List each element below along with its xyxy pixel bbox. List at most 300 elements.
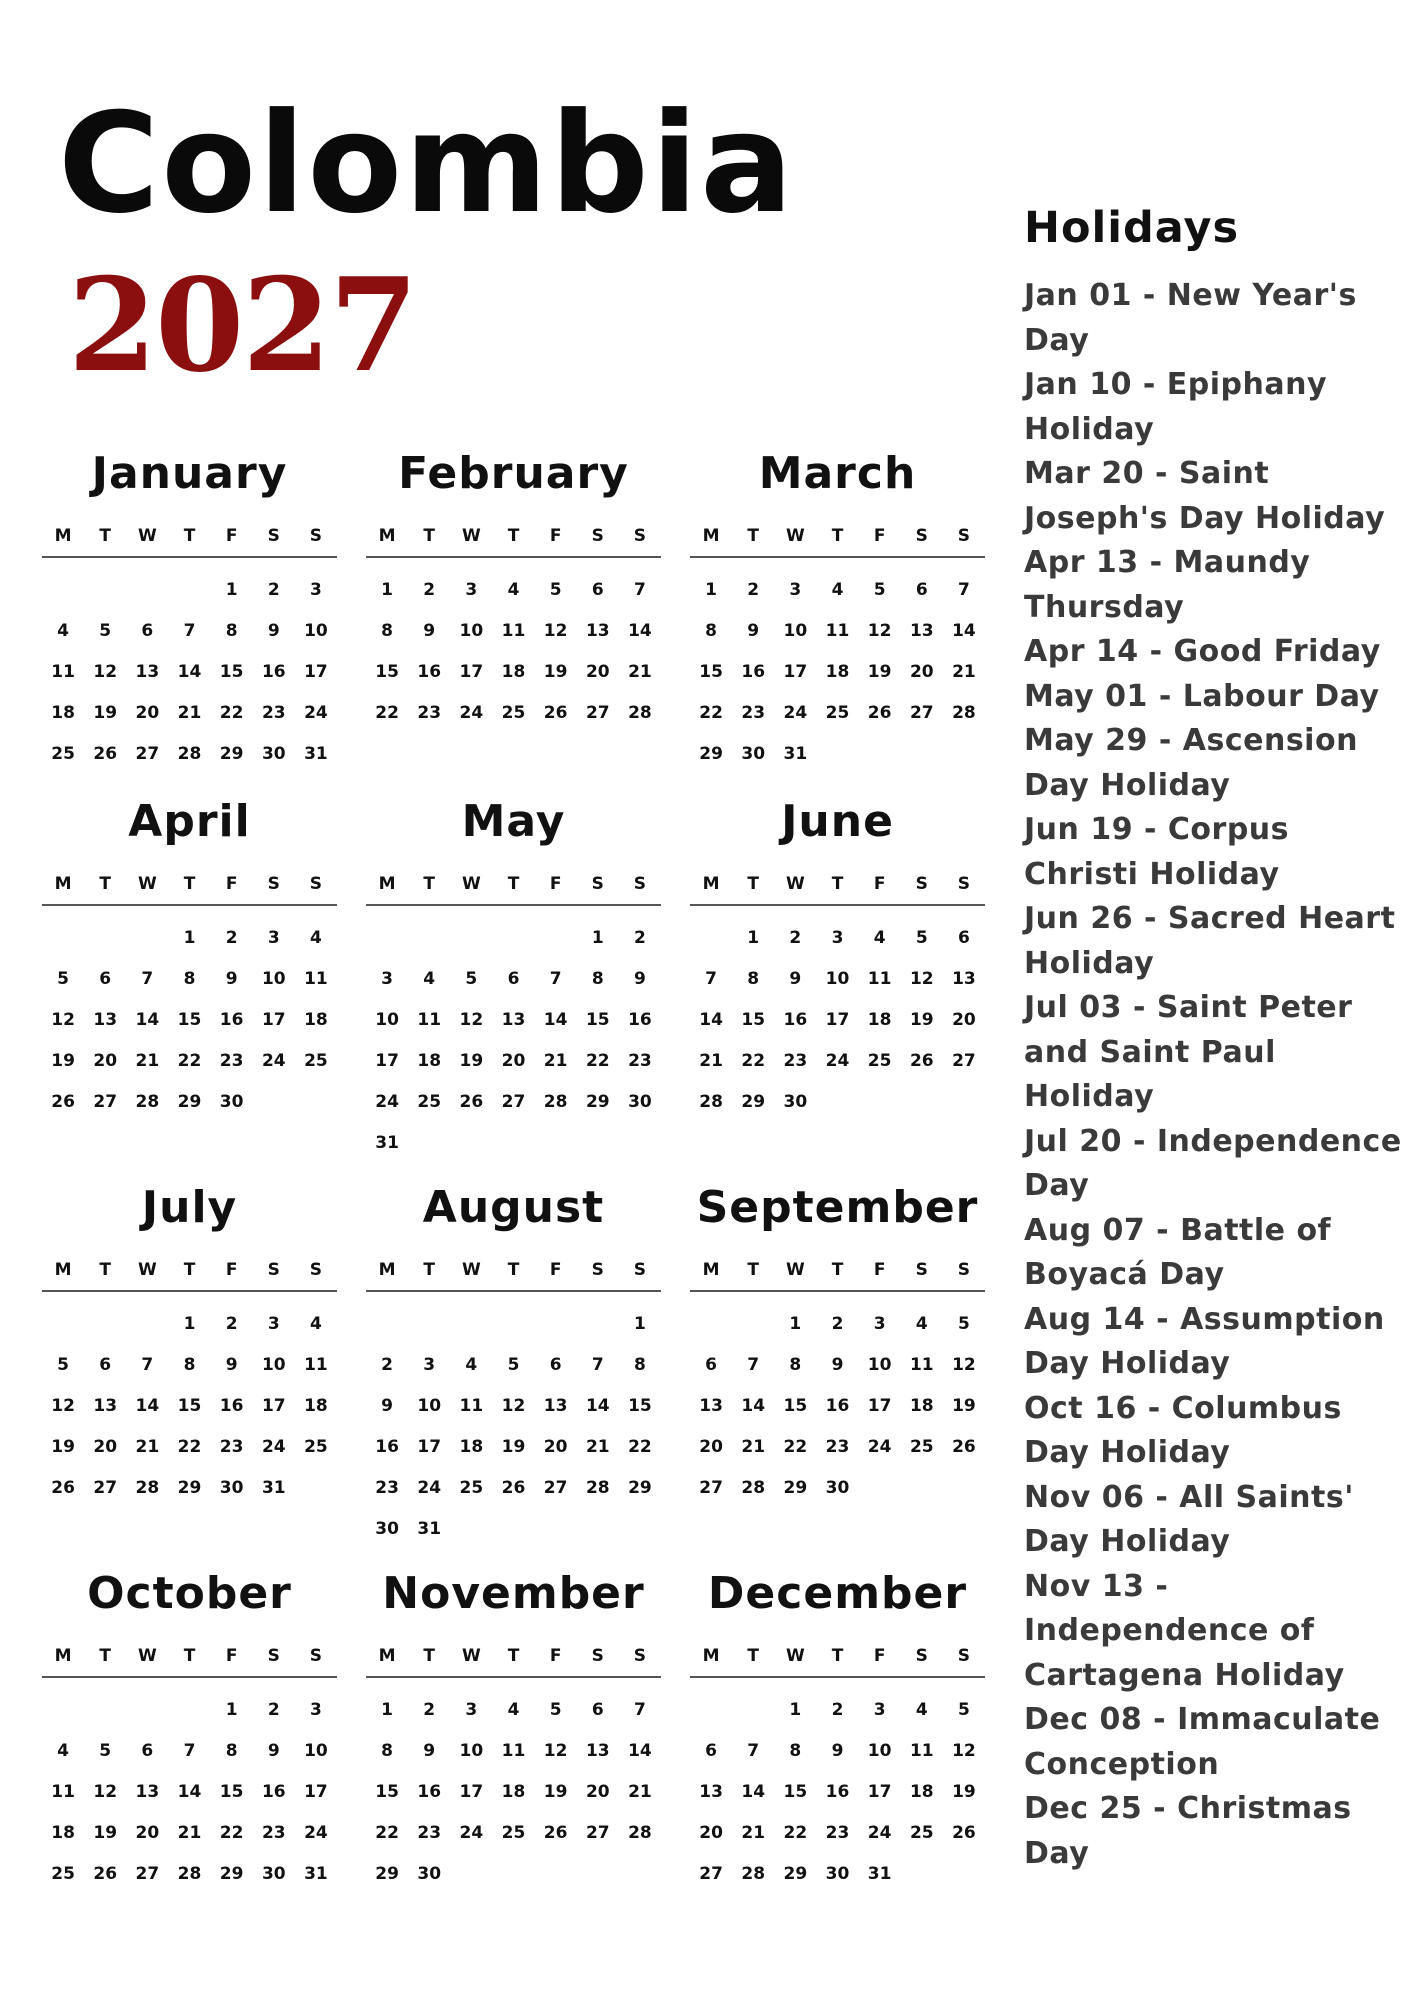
weekday-label: T <box>507 874 520 894</box>
empty-cell <box>84 918 126 959</box>
empty-cell <box>492 918 534 959</box>
day-cell: 10 <box>867 1355 892 1375</box>
day-cell: 30 <box>628 1092 652 1112</box>
holiday-item: Apr 13 - Maundy Thursday <box>1024 545 1311 625</box>
day-cell: 21 <box>699 1051 723 1071</box>
weekday-label: M <box>702 1260 720 1280</box>
day-cell: 9 <box>789 969 802 989</box>
weekday-header <box>690 526 985 558</box>
day-cell: 1 <box>183 1314 196 1334</box>
day-cell: 10 <box>261 969 286 989</box>
day-grid <box>366 1292 661 1550</box>
day-cell: 3 <box>309 1700 322 1720</box>
weekday-label: S <box>309 874 323 894</box>
empty-cell <box>408 918 450 959</box>
day-cell: 31 <box>783 744 808 764</box>
weekday-label: F <box>225 1260 238 1280</box>
day-cell: 31 <box>867 1864 892 1884</box>
month-august <box>366 1182 661 1550</box>
day-cell: 22 <box>585 1051 610 1071</box>
day-cell: 26 <box>543 703 568 723</box>
weekday-label: S <box>267 526 280 546</box>
day-cell: 17 <box>867 1396 892 1416</box>
day-cell: 17 <box>459 1782 484 1802</box>
weekday-label: M <box>378 874 396 894</box>
day-cell: 27 <box>543 1478 568 1498</box>
day-cell: 2 <box>225 928 238 948</box>
day-cell: 10 <box>459 1741 484 1761</box>
weekday-label: F <box>549 1646 562 1666</box>
empty-cell <box>577 1304 619 1345</box>
day-cell: 11 <box>501 1741 526 1761</box>
day-cell: 18 <box>501 1782 526 1802</box>
day-cell: 14 <box>628 1741 652 1761</box>
day-cell: 2 <box>789 928 802 948</box>
day-cell: 31 <box>261 1478 286 1498</box>
month-name: January <box>91 448 288 499</box>
month-name: April <box>128 796 251 847</box>
day-cell: 17 <box>304 1782 328 1802</box>
weekday-label: M <box>378 526 396 546</box>
empty-cell <box>84 1690 126 1731</box>
weekday-label: T <box>183 1260 196 1280</box>
day-cell: 19 <box>867 662 892 682</box>
day-cell: 26 <box>459 1092 484 1112</box>
weekday-label: T <box>423 1646 436 1666</box>
day-cell: 21 <box>628 662 652 682</box>
day-cell: 18 <box>459 1437 484 1457</box>
day-cell: 19 <box>909 1010 934 1030</box>
weekday-label: T <box>423 526 436 546</box>
empty-cell <box>366 918 408 959</box>
weekday-label: F <box>225 1646 238 1666</box>
day-cell: 9 <box>831 1741 844 1761</box>
empty-cell <box>126 1304 168 1345</box>
month-december <box>690 1568 985 1895</box>
day-cell: 30 <box>741 744 766 764</box>
day-cell: 18 <box>304 1396 328 1416</box>
day-cell: 13 <box>699 1396 723 1416</box>
day-cell: 14 <box>628 621 652 641</box>
day-cell: 19 <box>543 1782 568 1802</box>
day-grid <box>42 906 337 1123</box>
day-cell: 14 <box>135 1396 160 1416</box>
holidays-title: Holidays <box>1024 203 1240 253</box>
day-cell: 15 <box>741 1010 766 1030</box>
weekday-label: S <box>957 1260 971 1280</box>
day-cell: 20 <box>93 1437 118 1457</box>
day-cell: 10 <box>783 621 808 641</box>
day-cell: 22 <box>177 1051 202 1071</box>
day-cell: 4 <box>57 621 69 641</box>
day-cell: 29 <box>783 1478 808 1498</box>
day-cell: 26 <box>51 1478 75 1498</box>
day-cell: 14 <box>741 1396 766 1416</box>
day-cell: 24 <box>304 703 328 723</box>
day-cell: 23 <box>375 1478 399 1498</box>
day-cell: 14 <box>177 662 202 682</box>
day-cell: 18 <box>51 703 75 723</box>
weekday-label: S <box>591 526 604 546</box>
weekday-label: M <box>54 1646 72 1666</box>
day-cell: 9 <box>267 1741 280 1761</box>
day-cell: 28 <box>177 1864 202 1884</box>
weekday-label: M <box>702 1646 720 1666</box>
day-grid <box>366 906 661 1164</box>
day-cell: 13 <box>93 1396 118 1416</box>
empty-cell <box>690 918 732 959</box>
day-cell: 10 <box>261 1355 286 1375</box>
weekday-label: S <box>633 1646 647 1666</box>
day-cell: 18 <box>909 1396 934 1416</box>
weekday-label: W <box>461 1646 481 1666</box>
weekday-label: S <box>591 1260 604 1280</box>
month-name: August <box>422 1182 605 1233</box>
day-cell: 12 <box>909 969 934 989</box>
month-april <box>42 796 337 1123</box>
day-cell: 29 <box>783 1864 808 1884</box>
weekday-header <box>690 1260 985 1292</box>
day-cell: 4 <box>915 1314 928 1334</box>
day-cell: 25 <box>304 1051 328 1071</box>
day-cell: 30 <box>783 1092 808 1112</box>
day-cell: 4 <box>309 1314 322 1334</box>
day-cell: 27 <box>585 1823 610 1843</box>
year-title: 2027 <box>68 251 417 401</box>
day-cell: 25 <box>909 1437 934 1457</box>
day-cell: 5 <box>957 1700 970 1720</box>
day-cell: 8 <box>381 1741 393 1761</box>
weekday-header <box>690 1646 985 1678</box>
empty-cell <box>126 570 168 611</box>
weekday-label: W <box>461 526 481 546</box>
weekday-header <box>366 526 661 558</box>
day-cell: 29 <box>699 744 723 764</box>
holiday-item: Dec 08 - Immaculate Conception <box>1024 1702 1381 1782</box>
month-name: December <box>707 1568 968 1619</box>
weekday-label: M <box>702 526 720 546</box>
day-cell: 12 <box>952 1741 976 1761</box>
day-cell: 21 <box>628 1782 652 1802</box>
day-cell: 13 <box>699 1782 723 1802</box>
day-cell: 16 <box>741 662 766 682</box>
holiday-item: Nov 13 - Independence of Cartagena Holiday <box>1024 1568 1345 1693</box>
day-cell: 9 <box>267 621 280 641</box>
day-cell: 8 <box>633 1355 646 1375</box>
day-cell: 25 <box>459 1478 484 1498</box>
weekday-label: S <box>957 1646 971 1666</box>
day-cell: 23 <box>417 703 442 723</box>
day-cell: 11 <box>304 1355 328 1375</box>
day-cell: 4 <box>465 1355 478 1375</box>
day-cell: 12 <box>51 1396 75 1416</box>
day-cell: 28 <box>177 744 202 764</box>
day-cell: 12 <box>543 1741 568 1761</box>
weekday-label: T <box>747 1646 760 1666</box>
day-cell: 27 <box>909 703 934 723</box>
day-cell: 2 <box>423 580 436 600</box>
day-cell: 18 <box>867 1010 892 1030</box>
day-cell: 9 <box>423 621 436 641</box>
holiday-item: Nov 06 - All Saints' Day Holiday <box>1024 1479 1354 1560</box>
day-cell: 31 <box>375 1133 399 1153</box>
day-cell: 1 <box>183 928 196 948</box>
empty-cell <box>690 1690 732 1731</box>
country-title: Colombia <box>58 83 796 244</box>
day-cell: 20 <box>699 1437 723 1457</box>
day-cell: 26 <box>93 1864 118 1884</box>
weekday-label: S <box>633 1260 647 1280</box>
day-cell: 15 <box>783 1782 808 1802</box>
weekday-label: T <box>831 526 844 546</box>
day-cell: 19 <box>952 1782 976 1802</box>
day-cell: 28 <box>135 1092 160 1112</box>
day-cell: 3 <box>789 580 802 600</box>
day-cell: 17 <box>261 1396 286 1416</box>
month-name: March <box>758 448 917 499</box>
day-cell: 24 <box>867 1437 892 1457</box>
weekday-label: S <box>309 1260 323 1280</box>
day-cell: 24 <box>304 1823 328 1843</box>
day-cell: 2 <box>831 1314 844 1334</box>
day-cell: 11 <box>909 1355 934 1375</box>
day-cell: 9 <box>423 1741 436 1761</box>
day-cell: 22 <box>741 1051 766 1071</box>
day-cell: 7 <box>633 580 646 600</box>
day-cell: 16 <box>825 1782 850 1802</box>
empty-cell <box>492 1304 534 1345</box>
day-cell: 21 <box>741 1437 766 1457</box>
day-grid <box>690 1292 985 1509</box>
day-cell: 17 <box>459 662 484 682</box>
weekday-label: W <box>137 526 157 546</box>
day-cell: 26 <box>867 703 892 723</box>
empty-cell <box>450 918 492 959</box>
day-cell: 21 <box>952 662 976 682</box>
day-cell: 13 <box>585 621 610 641</box>
day-cell: 1 <box>789 1314 802 1334</box>
weekday-header <box>366 1260 661 1292</box>
day-cell: 6 <box>591 580 604 600</box>
day-cell: 2 <box>423 1700 436 1720</box>
holiday-item: Aug 07 - Battle of Boyacá Day <box>1024 1212 1332 1293</box>
day-cell: 29 <box>219 744 244 764</box>
day-cell: 17 <box>304 662 328 682</box>
day-cell: 7 <box>747 1741 760 1761</box>
day-cell: 3 <box>267 928 280 948</box>
day-cell: 18 <box>51 1823 75 1843</box>
day-cell: 20 <box>135 703 160 723</box>
day-cell: 20 <box>585 1782 610 1802</box>
weekday-label: T <box>99 1260 112 1280</box>
month-september <box>690 1182 985 1509</box>
weekday-label: W <box>461 874 481 894</box>
holiday-list <box>1024 274 1404 1876</box>
day-cell: 8 <box>747 969 760 989</box>
day-cell: 13 <box>135 1782 160 1802</box>
day-cell: 23 <box>261 1823 286 1843</box>
day-cell: 16 <box>417 1782 442 1802</box>
day-cell: 2 <box>747 580 760 600</box>
day-cell: 23 <box>783 1051 808 1071</box>
day-cell: 22 <box>219 1823 244 1843</box>
weekday-label: S <box>591 874 604 894</box>
day-cell: 3 <box>465 580 478 600</box>
weekday-label: W <box>137 1646 157 1666</box>
day-cell: 11 <box>501 621 526 641</box>
empty-cell <box>450 1304 492 1345</box>
day-cell: 26 <box>51 1092 75 1112</box>
day-cell: 9 <box>831 1355 844 1375</box>
day-cell: 29 <box>741 1092 766 1112</box>
empty-cell <box>84 570 126 611</box>
month-name: July <box>141 1182 238 1233</box>
holiday-item: May 29 - Ascension Day Holiday <box>1024 723 1358 803</box>
day-cell: 12 <box>51 1010 75 1030</box>
day-cell: 28 <box>543 1092 568 1112</box>
day-cell: 7 <box>633 1700 646 1720</box>
day-cell: 11 <box>867 969 892 989</box>
day-cell: 25 <box>51 744 75 764</box>
day-cell: 20 <box>699 1823 723 1843</box>
day-cell: 21 <box>585 1437 610 1457</box>
day-cell: 21 <box>177 1823 202 1843</box>
weekday-header <box>366 874 661 906</box>
empty-cell <box>168 1690 210 1731</box>
day-cell: 8 <box>183 1355 196 1375</box>
weekday-label: W <box>137 874 157 894</box>
month-name: February <box>398 448 629 499</box>
holiday-item: Jul 03 - Saint Peter and Saint Paul Holiday <box>1024 990 1353 1115</box>
weekday-label: M <box>702 874 720 894</box>
day-cell: 26 <box>952 1437 976 1457</box>
day-cell: 29 <box>585 1092 610 1112</box>
day-cell: 17 <box>867 1782 892 1802</box>
day-cell: 13 <box>135 662 160 682</box>
day-cell: 18 <box>909 1782 934 1802</box>
day-cell: 21 <box>135 1051 160 1071</box>
weekday-label: W <box>461 1260 481 1280</box>
day-cell: 6 <box>507 969 520 989</box>
month-february <box>366 448 661 734</box>
day-cell: 14 <box>585 1396 610 1416</box>
day-cell: 1 <box>633 1314 646 1334</box>
day-cell: 13 <box>585 1741 610 1761</box>
day-cell: 13 <box>909 621 934 641</box>
day-cell: 23 <box>219 1437 244 1457</box>
day-cell: 27 <box>135 744 160 764</box>
holiday-item: Jan 10 - Epiphany Holiday <box>1024 367 1328 447</box>
day-cell: 5 <box>99 1741 112 1761</box>
day-grid <box>42 1678 337 1895</box>
day-cell: 5 <box>57 969 69 989</box>
day-cell: 19 <box>543 662 568 682</box>
month-may <box>366 796 661 1164</box>
day-cell: 24 <box>783 703 808 723</box>
day-cell: 22 <box>177 1437 202 1457</box>
day-cell: 22 <box>628 1437 652 1457</box>
day-cell: 26 <box>501 1478 526 1498</box>
day-cell: 6 <box>549 1355 562 1375</box>
weekday-label: F <box>549 1260 562 1280</box>
day-cell: 16 <box>628 1010 652 1030</box>
day-cell: 3 <box>423 1355 436 1375</box>
day-cell: 12 <box>867 621 892 641</box>
day-cell: 1 <box>381 1700 393 1720</box>
weekday-header <box>366 1646 661 1678</box>
weekday-label: T <box>747 1260 760 1280</box>
day-cell: 29 <box>628 1478 652 1498</box>
month-july <box>42 1182 337 1509</box>
weekday-label: T <box>183 1646 196 1666</box>
day-cell: 8 <box>789 1355 802 1375</box>
day-cell: 30 <box>825 1864 850 1884</box>
day-cell: 21 <box>177 703 202 723</box>
day-cell: 1 <box>591 928 604 948</box>
weekday-label: F <box>873 874 886 894</box>
day-cell: 24 <box>825 1051 850 1071</box>
day-cell: 12 <box>459 1010 484 1030</box>
day-cell: 9 <box>381 1396 393 1416</box>
day-cell: 15 <box>628 1396 652 1416</box>
day-grid <box>690 906 985 1123</box>
day-cell: 9 <box>633 969 646 989</box>
day-cell: 1 <box>225 580 238 600</box>
day-cell: 4 <box>507 580 520 600</box>
day-cell: 11 <box>825 621 850 641</box>
day-cell: 27 <box>585 703 610 723</box>
day-cell: 15 <box>219 662 244 682</box>
day-cell: 30 <box>219 1092 244 1112</box>
day-cell: 19 <box>459 1051 484 1071</box>
empty-cell <box>84 1304 126 1345</box>
day-cell: 10 <box>459 621 484 641</box>
day-cell: 17 <box>375 1051 399 1071</box>
day-cell: 12 <box>93 1782 118 1802</box>
holidays-panel <box>1024 205 1404 1876</box>
day-cell: 15 <box>177 1396 202 1416</box>
day-cell: 10 <box>304 1741 328 1761</box>
day-cell: 5 <box>99 621 112 641</box>
day-cell: 3 <box>831 928 844 948</box>
day-cell: 10 <box>867 1741 892 1761</box>
day-cell: 18 <box>417 1051 442 1071</box>
weekday-label: F <box>549 874 562 894</box>
day-cell: 7 <box>705 969 717 989</box>
day-cell: 20 <box>135 1823 160 1843</box>
day-cell: 17 <box>261 1010 286 1030</box>
day-cell: 16 <box>417 662 442 682</box>
day-cell: 25 <box>501 703 526 723</box>
day-cell: 16 <box>261 662 286 682</box>
day-cell: 15 <box>219 1782 244 1802</box>
day-cell: 5 <box>465 969 478 989</box>
day-cell: 7 <box>141 969 154 989</box>
day-cell: 27 <box>501 1092 526 1112</box>
weekday-label: T <box>423 874 436 894</box>
day-cell: 2 <box>381 1355 393 1375</box>
day-cell: 11 <box>417 1010 442 1030</box>
weekday-header <box>42 526 337 558</box>
month-name: May <box>461 796 566 847</box>
empty-cell <box>366 1304 408 1345</box>
day-cell: 28 <box>741 1478 766 1498</box>
weekday-label: S <box>957 874 971 894</box>
day-cell: 26 <box>93 744 118 764</box>
day-cell: 17 <box>417 1437 442 1457</box>
day-cell: 5 <box>915 928 928 948</box>
day-cell: 20 <box>952 1010 976 1030</box>
